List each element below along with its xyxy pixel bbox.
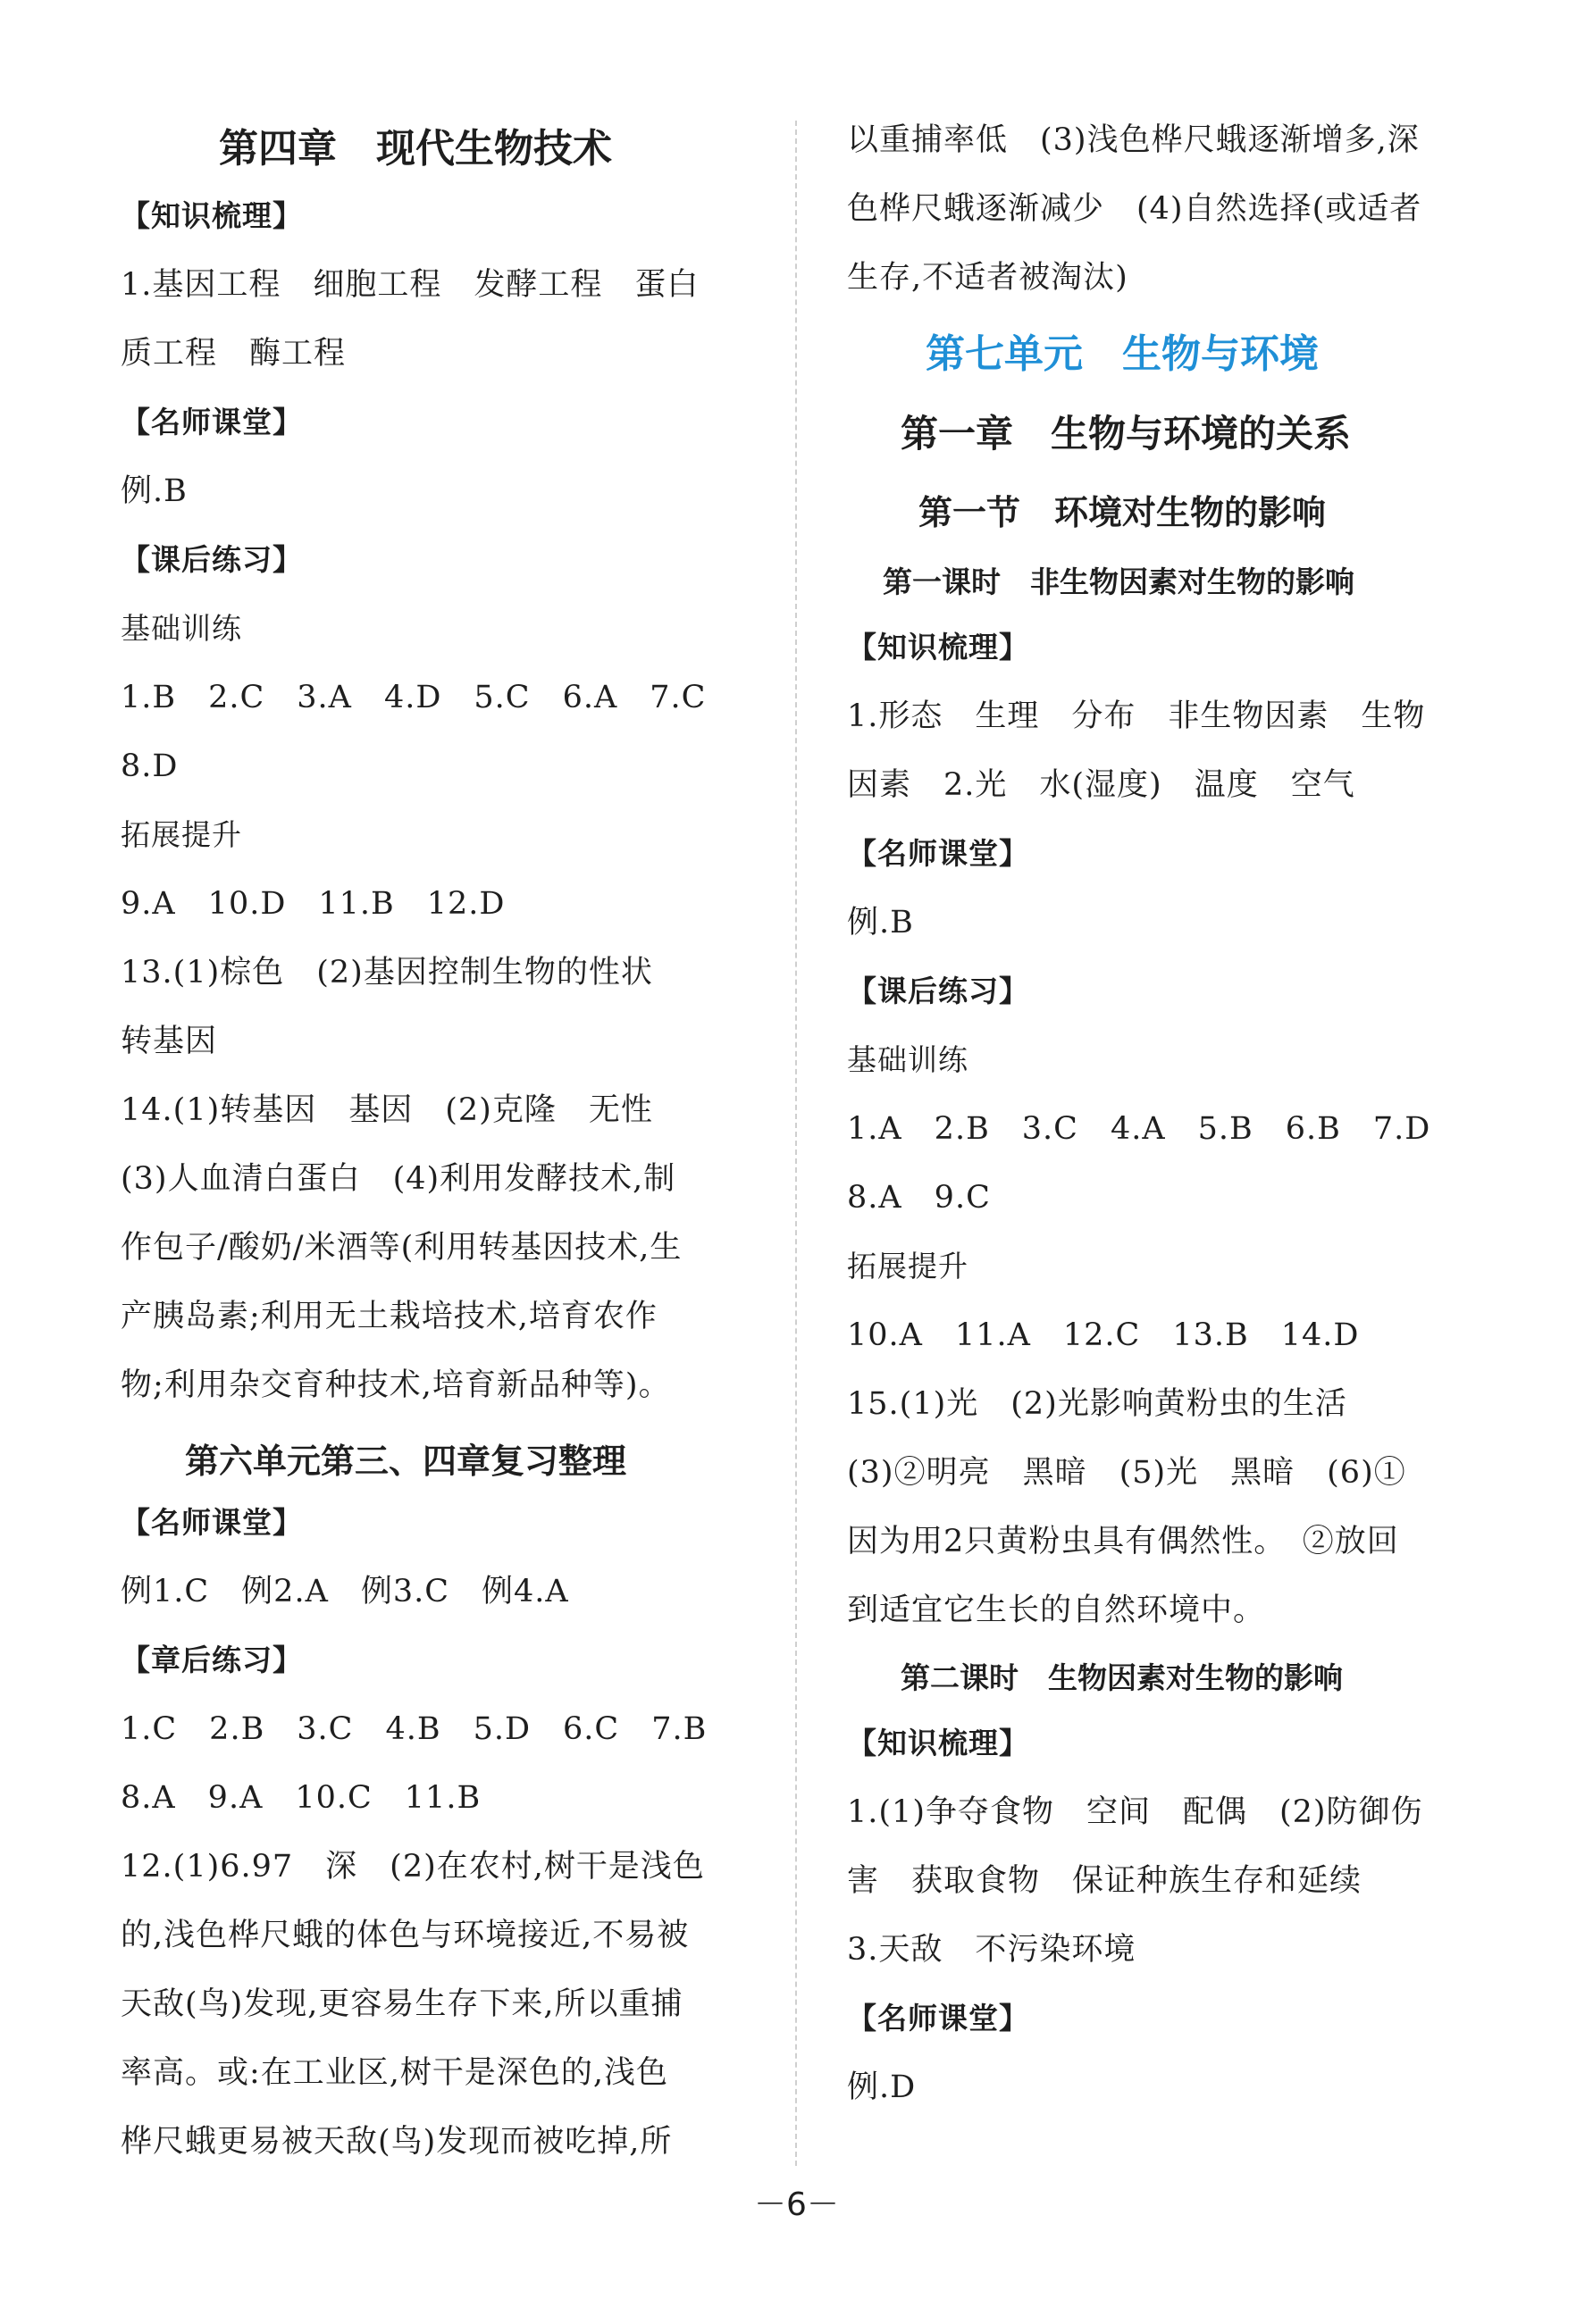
answer-line: 1.C 2.B 3.C 4.B 5.D 6.C 7.B [121,1711,708,1747]
section-label: 【章后练习】 [121,1643,303,1677]
section-label: 【课后练习】 [121,542,303,577]
unit7-heading: 第七单元 生物与环境 [926,331,1319,377]
chapter4-heading: 第四章 现代生物技术 [219,126,612,171]
answer-line: 1.B 2.C 3.A 4.D 5.C 6.A 7.C [121,680,707,715]
answer-line: 因为用2只黄粉虫具有偶然性。 ②放回 [847,1524,1399,1559]
answer-line: 天敌(鸟)发现,更容易生存下来,所以重捕 [121,1986,683,2022]
answer-line: (3)②明亮 黑暗 (5)光 黑暗 (6)① [847,1455,1406,1491]
answer-line: 8.A 9.C [847,1180,991,1216]
answer-line: 13.(1)棕色 (2)基因控制生物的性状 [121,955,653,991]
answer-line: 例.B [847,905,914,940]
answer-line: 作包子/酸奶/米酒等(利用转基因技术,生 [121,1230,683,1266]
answer-line: 14.(1)转基因 基因 (2)克隆 无性 [121,1092,653,1128]
answer-line: 1.形态 生理 分布 非生物因素 生物 [847,698,1426,734]
section-label: 【知识梳理】 [847,1726,1029,1760]
answer-line: 产胰岛素;利用无土栽培技术,培育农作 [121,1299,658,1334]
answer-line: 例.B [121,473,188,509]
answer-line: 桦尺蛾更易被天敌(鸟)发现而被吃掉,所 [121,2124,673,2160]
answer-line: 到适宜它生长的自然环境中。 [847,1593,1266,1628]
answer-line: 例.D [847,2069,917,2105]
subsection-label: 拓展提升 [121,817,242,852]
chapter1-heading: 第一章 生物与环境的关系 [901,412,1352,456]
lesson2-heading: 第二课时 生物因素对生物的影响 [901,1660,1343,1695]
section-label: 【名师课堂】 [847,836,1029,871]
answer-line: 8.A 9.A 10.C 11.B [121,1780,482,1816]
answer-line: 9.A 10.D 11.B 12.D [121,886,506,922]
section-label: 【知识梳理】 [847,630,1029,665]
section-label: 【名师课堂】 [121,1505,303,1540]
answer-line: 质工程 酶工程 [121,336,347,372]
answer-line: 因素 2.光 水(湿度) 温度 空气 [847,767,1355,803]
answer-line: 1.A 2.B 3.C 4.A 5.B 6.B 7.D [847,1111,1431,1147]
answer-line: 10.A 11.A 12.C 13.B 14.D [847,1317,1360,1353]
section-label: 【名师课堂】 [121,405,303,439]
answer-line: 8.D [121,748,179,784]
answer-line: 物;利用杂交育种技术,培育新品种等)。 [121,1367,671,1403]
answer-line: 以重捕率低 (3)浅色桦尺蛾逐渐增多,深 [847,122,1420,158]
answer-line: 例1.C 例2.A 例3.C 例4.A [121,1574,569,1609]
answer-line: 12.(1)6.97 深 (2)在农村,树干是浅色 [121,1849,705,1885]
subsection-label: 拓展提升 [847,1249,968,1283]
subsection-label: 基础训练 [847,1042,968,1077]
answer-line: 率高。或:在工业区,树干是深色的,浅色 [121,2055,669,2091]
column-divider [795,121,797,2166]
answer-line: 害 获取食物 保证种族生存和延续 [847,1863,1362,1899]
answer-line: 色桦尺蛾逐渐减少 (4)自然选择(或适者 [847,191,1422,227]
answer-line: 1.基因工程 细胞工程 发酵工程 蛋白 [121,267,700,303]
section-label: 【课后练习】 [847,974,1029,1008]
answer-line: 生存,不适者被淘汰) [847,260,1128,296]
lesson1-heading: 第一课时 非生物因素对生物的影响 [883,564,1354,599]
answer-line: (3)人血清白蛋白 (4)利用发酵技术,制 [121,1161,676,1197]
page-number: －6－ [754,2186,839,2223]
answer-line: 转基因 [121,1024,218,1059]
section-label: 【名师课堂】 [847,2001,1029,2036]
answer-line: 1.(1)争夺食物 空间 配偶 (2)防御伤 [847,1794,1423,1830]
answer-line: 15.(1)光 (2)光影响黄粉虫的生活 [847,1386,1347,1422]
answer-line: 的,浅色桦尺蛾的体色与环境接近,不易被 [121,1918,690,1953]
review-heading: 第六单元第三、四章复习整理 [185,1442,627,1481]
subsection-label: 基础训练 [121,611,242,646]
section-label: 【知识梳理】 [121,198,303,233]
answer-line: 3.天敌 不污染环境 [847,1932,1136,1968]
section1-heading: 第一节 环境对生物的影响 [918,493,1327,532]
